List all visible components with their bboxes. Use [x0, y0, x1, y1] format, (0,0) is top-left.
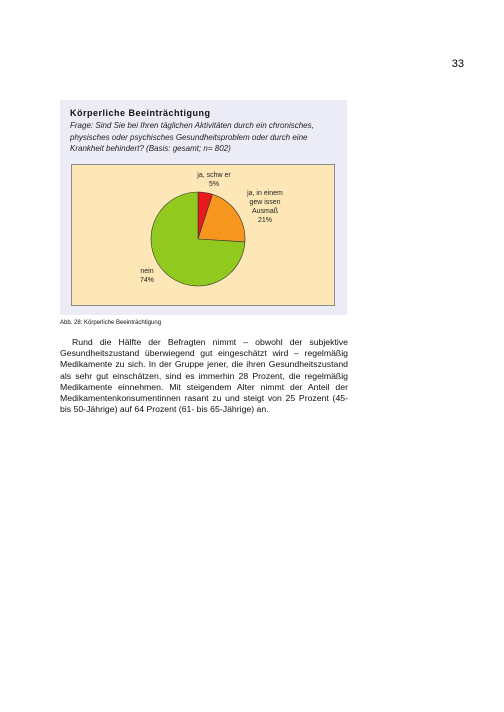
figure-caption: Abb. 28: Körperliche Beeinträchtigung — [60, 320, 162, 326]
page-number: 33 — [451, 58, 464, 70]
figure-question: Frage: Sind Sie bei Ihren täglichen Aktivitäten durch ein chronisches, physisches oder psychisches Gesundheitsproblem oder durch eine Krankheit behindert? (Basis: gesamt; n= 802) — [70, 121, 314, 153]
pie-chart-area — [71, 164, 335, 306]
figure-box — [60, 100, 347, 315]
body-paragraph: Rund die Hälfte der Befragten nimmt – obwohl der subjektive Gesundheitszustand überwiegend gut eingeschätzt wird – regelmäßig Medikamente zu sich. In der Gruppe jener, die ihren Gesundheitszustand als sehr gut einschätzen, sind es immerhin 28 Prozent, die regelmäßig Medikamente einnehmen. Mit steigendem Alter nimmt der Anteil der Medikamentenkonsumentinnen rasant zu und steigt von 25 Prozent (45- bis 50-Jährige) auf 64 Prozent (61- bis 65-Jährige) an. — [60, 337, 348, 415]
pie-chart — [72, 165, 334, 305]
slice-ja-gewissen-ausmass-label: ja, in einem gew issen Ausmaß 21% — [247, 190, 283, 224]
slice-nein-label: nein 74% — [139, 268, 155, 284]
figure-title: Körperliche Beeinträchtigung — [70, 108, 211, 118]
slice-ja-schwer-label: ja, schw er 5% — [197, 172, 231, 188]
